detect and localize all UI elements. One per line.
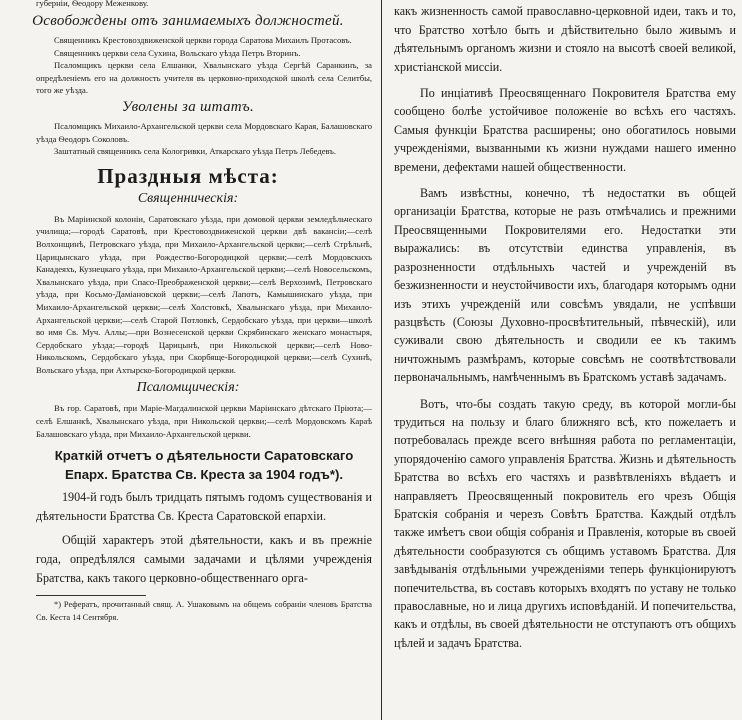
notice-paragraph: Псаломщикъ Михаило-Архангельской церкви села Мордовскаго Карая, Балашовскаго уѣзда Ѳеодоръ Соколовъ.	[36, 120, 372, 144]
report-paragraph: Вотъ, что-бы создать такую среду, въ которой могли-бы трудиться на пользу и благо ближняго всѣ, кто пожелаетъ и потребовалась прежде всего внѣшняя работа по регламентаціи, упорядоченію самого управленія Братства. Жизнь и дѣятельность Братства во всѣхъ его частяхъ и развѣтвленіяхъ вѣдаетъ и направляетъ Преосвященный покровитель его чрезъ Общія Братскія собранія и черезъ Совѣтъ Братства. Каждый отдѣлъ также имѣетъ свои общія собранія и Правленія, которые въ своей дѣятельности сообразуются съ общимъ уставомъ Братства. Для завѣдыванія отдѣльными учрежденіями теперь функціонируютъ попечительства, въ составъ которыхъ входятъ по уставу не только православные, но и лица другихъ исповѣданій. И попечительства, какъ и отдѣлы, въ своей дѣятельности не отступаютъ отъ общихъ цѣлей и задачъ Братства.	[394, 396, 736, 650]
priest-vacancies-text: Въ Маріинской колоніи, Саратовскаго уѣзда, при домовой церкви земледѣльческаго училища;—городѣ Саратовѣ, при Крестовоздвиженской церкви двѣ вакансіи;—селѣ Волхонщинѣ, Петровскаго уѣзда, при Михаило-Архангельской церкви;—селѣ Стрѣльнѣ, Царицынскаго уѣзда, при Рождество-Богородицкой церкви;—селѣ Мордовскихъ Канадеяхъ, Кузнецкаго уѣзда, при Михаило-Архангельской церкви;—селѣ Новосельскомъ, Хвалынскаго уѣзда, при Спасо-Преображенской церкви;—селѣ Верхозимѣ, Петровскаго уѣзда, при Косьмо-Даміановской церкви;—селѣ Лапотъ, Камышинскаго уѣзда, при Михаило-Архангельской церкви;—селѣ Холстовкѣ, Хвалынскаго уѣзда, при Михаило-Архангельской церкви;—селѣ Старой Потловкѣ, Сердобскаго уѣзда, при церкви—школѣ во имя Св. Муч. Аллы;—при Вознесенской церкви Скрябинскаго женскаго монастыря, Сердобскаго уѣзда;—городѣ Царицынѣ, при Никольской церкви;—селѣ Ново-Никольскомъ, Сердобскаго уѣзда, при Скорбяще-Богородицкой церкви;—селѣ Сухинѣ, Вольскаго уѣзда, при Ахтырско-Богородицкой церкви.	[36, 213, 372, 375]
footnote-divider	[36, 595, 146, 596]
notice-paragraph: Священникъ Крестовоздвиженской церкви города Саратова Михаилъ Протасовъ.	[54, 35, 352, 45]
report-paragraph: Вамъ извѣстны, конечно, тѣ недостатки въ общей организаціи Братства, которые не разъ отмѣчались и прежними Преосвященными Покровителями его. Недостатки эти выражались: въ отсутствіи единства управленія, въ разрозненности отдѣльныхъ частей и учрежденій въ безжизненности и неустойчивости ихъ, благодаря которымъ одни изъ этихъ учрежденій или совсѣмъ увядали, не успѣвши разцвѣсть (Союзы Духовно-просвѣтительный, пѣвческій), или суживали свою дѣятельность и сводили ее къ такимъ ничтожнымъ размѣрамъ, которые совсѣмъ не соотвѣтствовали первоначальнымъ, намѣченнымъ въ Братскомъ уставѣ задачамъ.	[394, 186, 736, 385]
right-column	[388, 0, 742, 720]
notice-paragraph: Псаломщикъ церкви села Елшанки, Хвалынскаго уѣзда Сергѣй Саранкинъ, за опредѣленіемъ его на должность учителя въ церковно-приходской школѣ села Селитбы, того же уѣзда.	[36, 60, 372, 96]
psalmist-subheading: Псаломщическія:	[136, 380, 240, 396]
vacancies-heading: Праздныя мѣста:	[97, 163, 279, 188]
psalmist-vacancies-text: Въ гор. Саратовѣ, при Маріе-Магдалинской церкви Маріинскаго дѣтскаго Пріюта;—селѣ Елшанкѣ, Хвалынскаго уѣзда, при Никольской церкви;—селѣ Мордовскомъ Караѣ Балашовскаго уѣзда, при Михаило-Архангельской церкви.	[36, 403, 372, 439]
report-title: Краткій отчетъ о дѣятельности Саратовскаго Епарх. Братства Св. Креста за 1904 годъ*).	[54, 448, 354, 483]
notice-paragraph: Священникъ церкви села Сухина, Вольскаго уѣзда Петръ Вторинъ.	[54, 47, 301, 58]
report-paragraph: 1904-й годъ былъ тридцать пятымъ годомъ существованія и дѣятельности Братства Св. Креста Саратовской епархіи.	[36, 490, 372, 523]
footnote: *) Рефератъ, прочитанный свящ. А. Ушаковымъ на общемъ собраніи членовъ Братства Св. Кеста 14 Сентября.	[36, 600, 372, 622]
notice-paragraph: Заштатный священникъ села Кологривки, Аткарскаго уѣзда Петръ Лебедевъ.	[54, 146, 336, 157]
report-paragraph: Общій характеръ этой дѣятельности, какъ и въ прежніе года, опредѣлялся самыми задачами и цѣлями учрежденія Братства, какъ такого церковно-общественнаго орга-	[36, 533, 372, 585]
section-heading-released: Освобождены отъ занимаемыхъ должностей.	[32, 13, 344, 29]
priests-subheading: Священническія:	[137, 190, 239, 206]
right-column-content	[388, 0, 742, 652]
report-paragraph: По инціативѣ Преосвященнаго Покровителя Братства ему сообщено болѣе устойчивое положеніе во всѣхъ его частяхъ. Самыя функціи Братства расширены; оно обогатилось новыми учрежденіями, вызванными къ жизни нуждами нашего именно времени, дефектами нашей общественности.	[394, 86, 736, 174]
section-heading-dismissed: Уволены за штатъ.	[121, 98, 255, 115]
column-divider	[381, 0, 382, 720]
top-fragment: губерніи, Ѳеодору Меженкову.	[36, 0, 149, 8]
report-paragraph: какъ жизненность самой православно-церковной идеи, такъ и то, что Братство хотѣло быть и дѣйствительно было живымъ и дѣятельнымъ органомъ жизни и стояло на высотѣ своей великой, христіанской миссіи.	[394, 4, 736, 74]
